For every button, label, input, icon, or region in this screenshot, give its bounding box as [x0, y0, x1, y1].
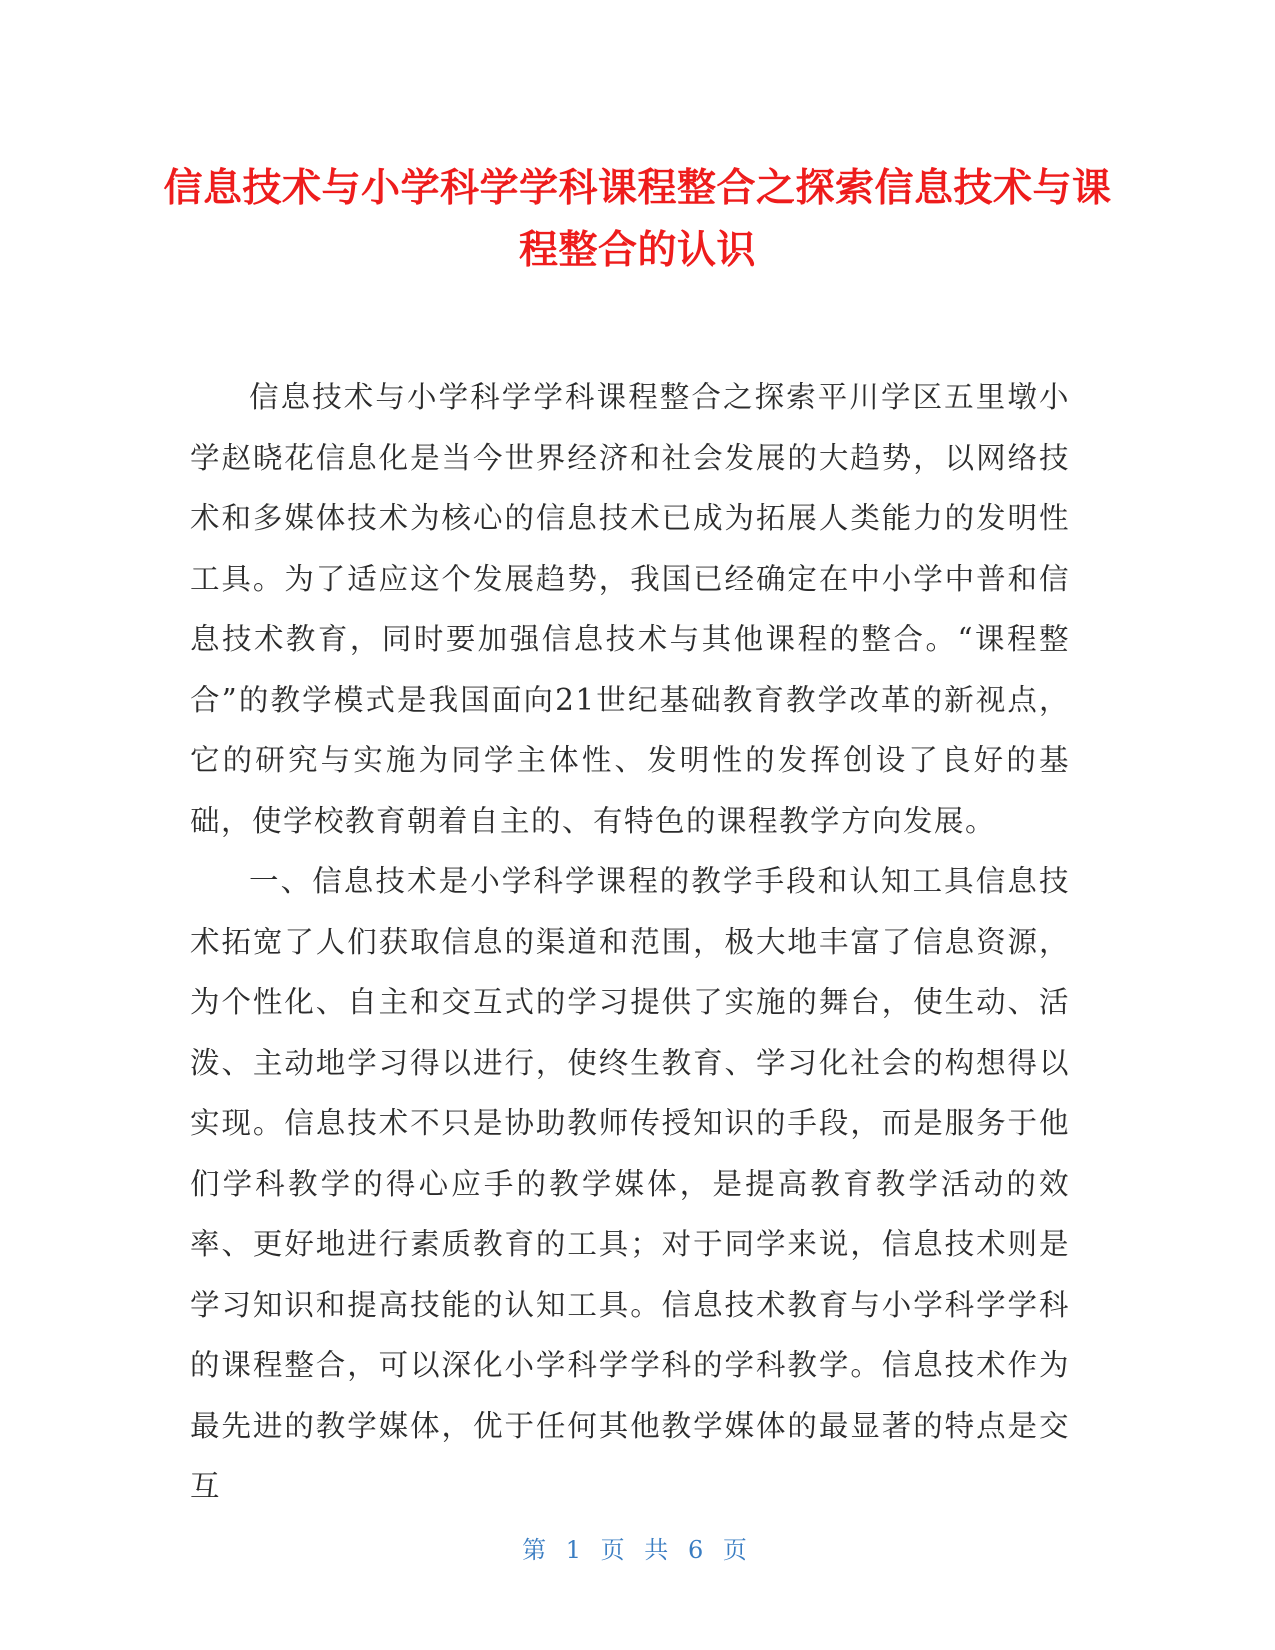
paragraph: 信息技术与小学科学学科课程整合之探索平川学区五里墩小学赵晓花信息化是当今世界经济和社会发展的大趋势，以网络技术和多媒体技术为核心的信息技术已成为拓展人类能力的发明性工具。为了适应这个发展趋势，我国已经确定在中小学中普和信息技术教育，同时要加强信息技术与其他课程的整合。“课程整合”的教学模式是我国面向21世纪基础教育教学改革的新视点，它的研究与实施为同学主体性、发明性的发挥创设了良好的基础，使学校教育朝着自主的、有特色的课程教学方向发展。 — [190, 380, 1070, 838]
page-footer: 第 1 页 共 6 页 — [522, 1536, 753, 1564]
document-body — [190, 367, 1070, 1517]
document-title: 信息技术与小学科学学科课程整合之探索信息技术与课程整合的认识 — [163, 166, 1112, 273]
paragraph: 一、信息技术是小学科学课程的教学手段和认知工具信息技术拓宽了人们获取信息的渠道和范围，极大地丰富了信息资源，为个性化、自主和交互式的学习提供了实施的舞台，使生动、活泼、主动地学习得以进行，使终生教育、学习化社会的构想得以实现。信息技术不只是协助教师传授知识的手段，而是服务于他们学科教学的得心应手的教学媒体，是提高教育教学活动的效率、更好地进行素质教育的工具；对于同学来说，信息技术则是学习知识和提高技能的认知工具。信息技术教育与小学科学学科的课程整合，可以深化小学科学学科的学科教学。信息技术作为最先进的教学媒体，优于任何其他教学媒体的最显著的特点是交互 — [190, 864, 1070, 1503]
